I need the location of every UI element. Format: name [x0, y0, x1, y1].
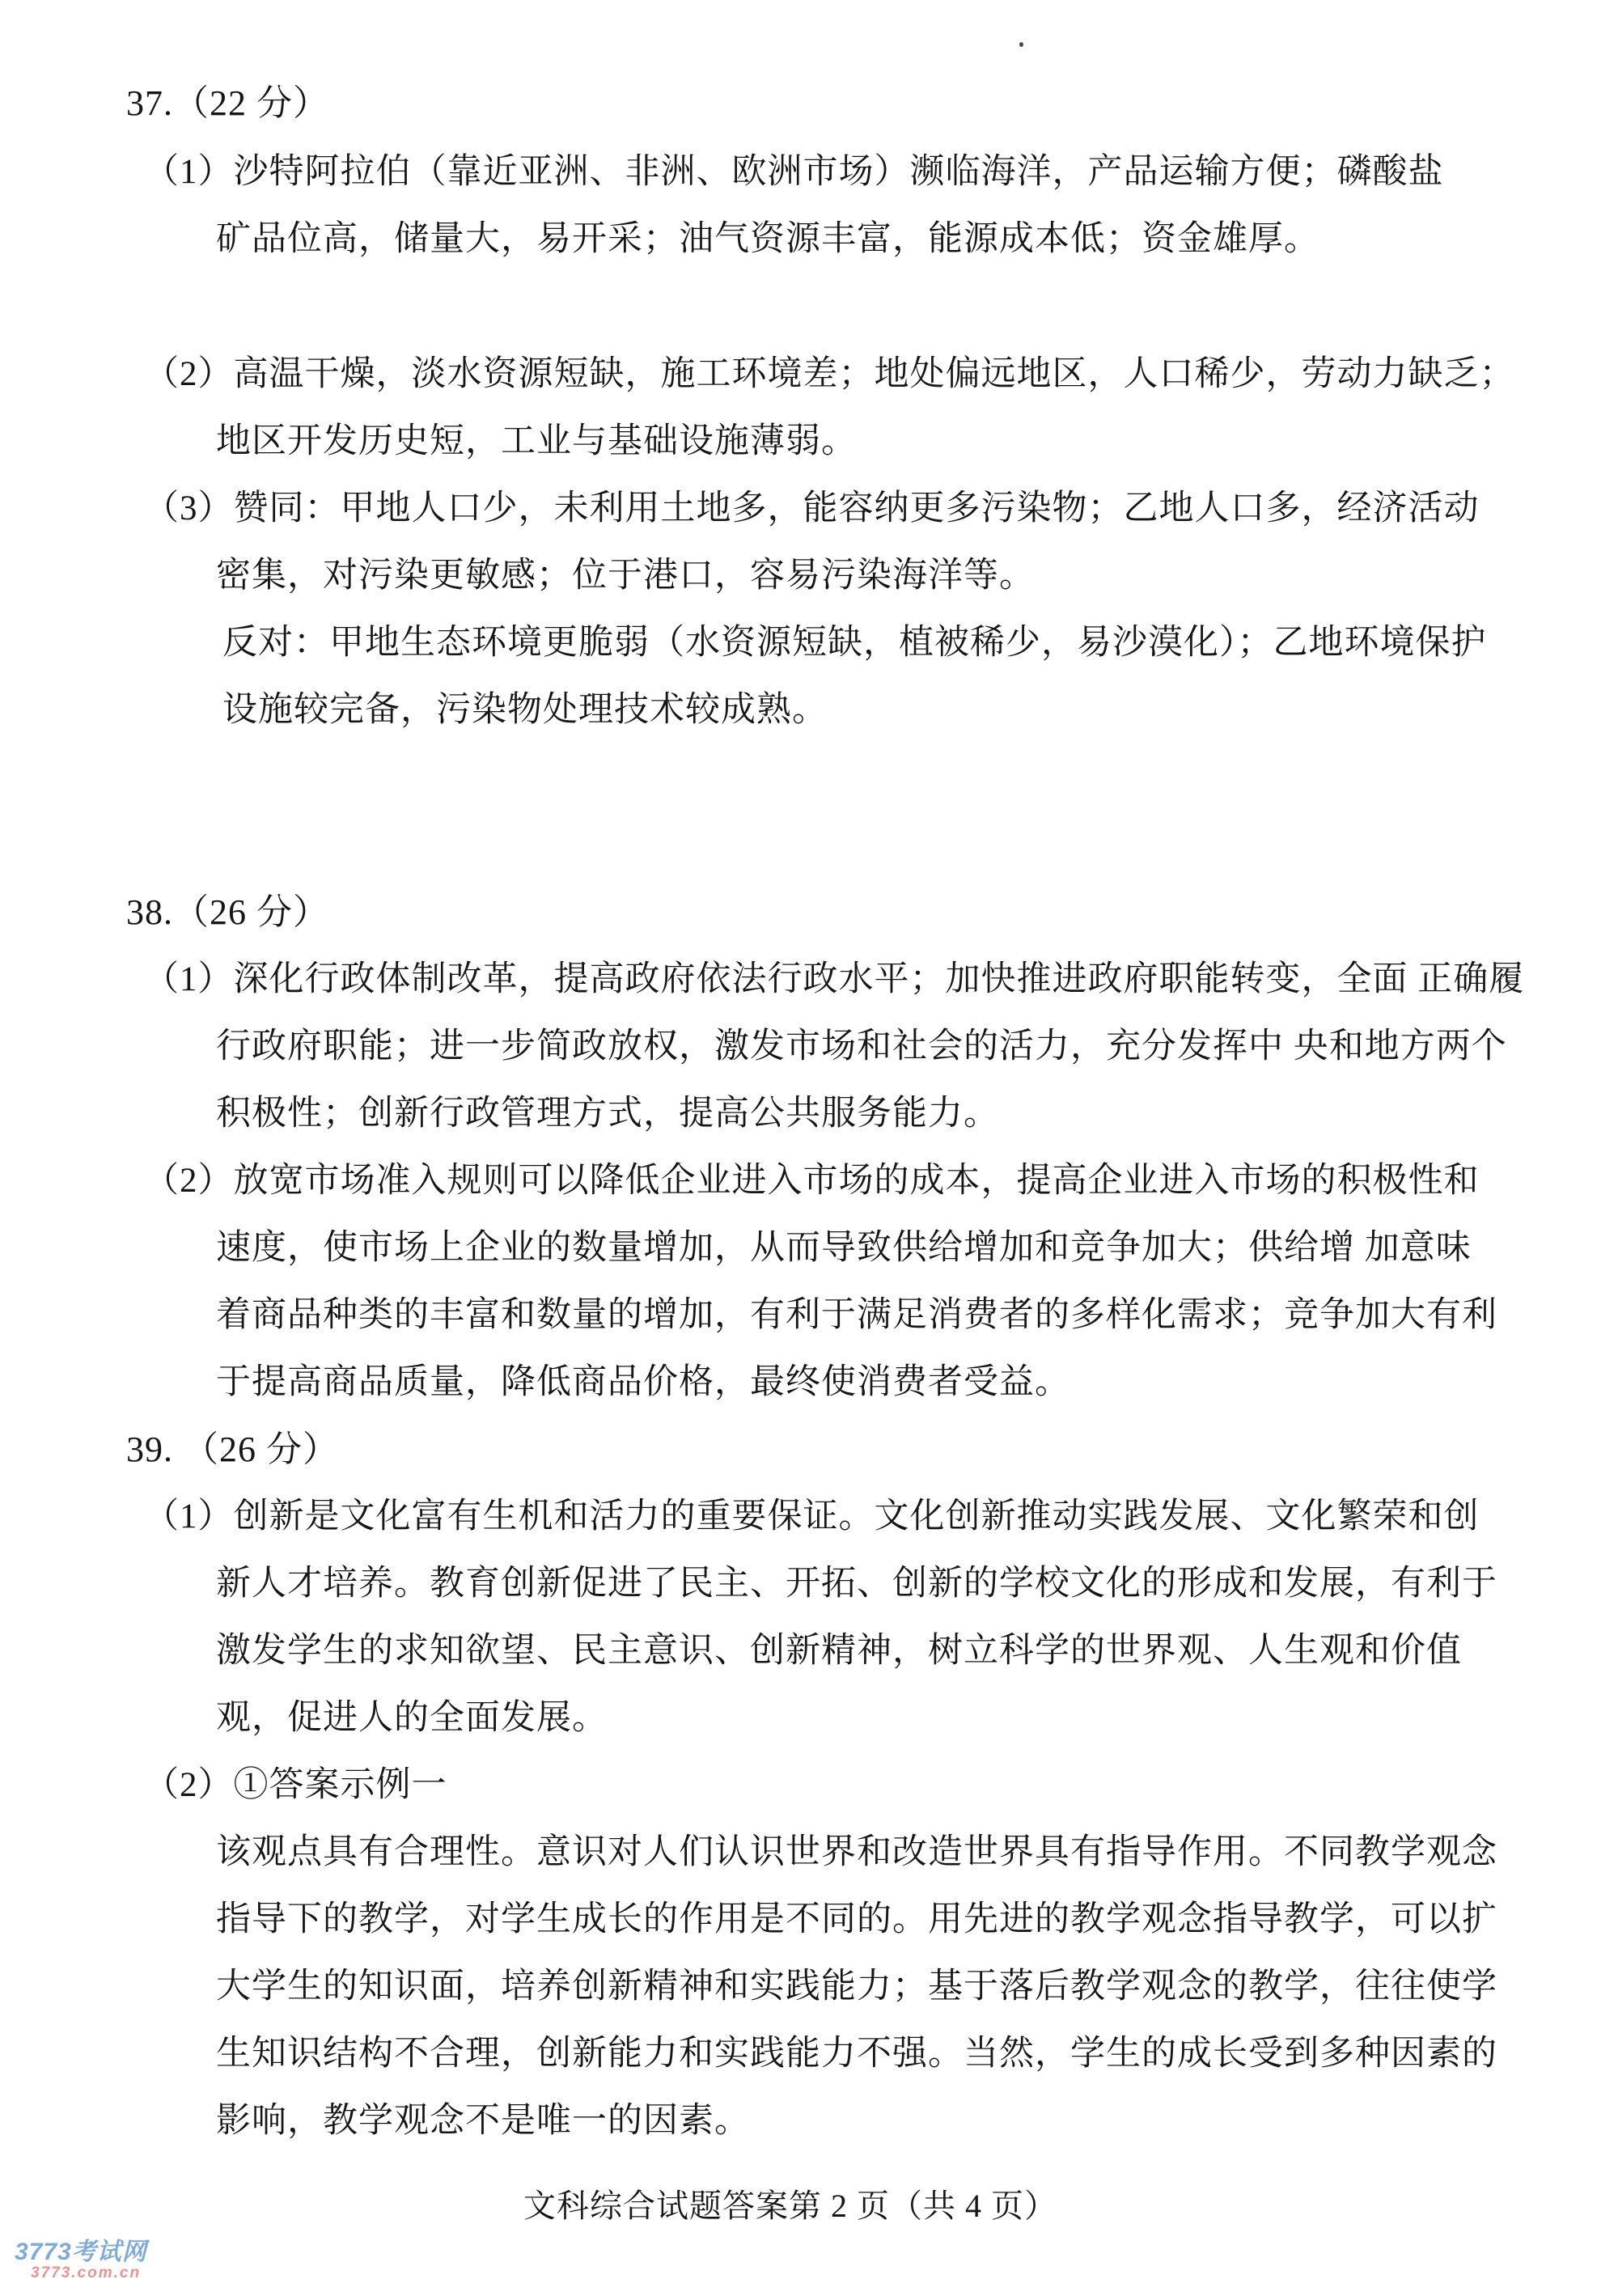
q39-answer1-line3: 激发学生的求知欲望、民主意识、创新精神，树立科学的世界观、人生观和价值 — [216, 1632, 1462, 1670]
q37-answer3-line1: （3）赞同：甲地人口少，未利用土地多，能容纳更多污染物；乙地人口多，经济活动 — [144, 489, 1480, 527]
q39-answer1-line2: 新人才培养。教育创新促进了民主、开拓、创新的学校文化的形成和发展，有利于 — [216, 1565, 1497, 1603]
site-watermark — [15, 2239, 209, 2281]
q37-answer2-line1: （2）高温干燥，淡水资源短缺，施工环境差；地处偏远地区，人口稀少，劳动力缺乏； — [144, 355, 1515, 393]
question-38-header: 38.（26 分） — [126, 892, 329, 932]
q39-answer2-line2: 指导下的教学，对学生成长的作用是不同的。用先进的教学观念指导教学，可以扩 — [216, 1900, 1497, 1938]
question-37-header: 37.（22 分） — [126, 83, 329, 123]
question-39-header: 39. （26 分） — [126, 1430, 339, 1469]
watermark-domain: 3773.com.cn — [31, 2264, 142, 2281]
q37-answer3-oppose-line2: 设施较完备，污染物处理技术较成熟。 — [222, 691, 828, 729]
q37-answer1-line2: 矿品位高，储量大，易开采；油气资源丰富，能源成本低；资金雄厚。 — [216, 220, 1319, 258]
q39-answer2-line5: 影响，教学观念不是唯一的因素。 — [216, 2102, 750, 2140]
scan-speck-dot — [1019, 42, 1023, 47]
watermark-title: 3773考试网 — [15, 2239, 147, 2265]
q38-answer1-line2: 行政府职能；进一步简政放权，激发市场和社会的活力，充分发挥中 央和地方两个 — [216, 1027, 1507, 1065]
q39-answer2-example-label: （2）①答案示例一 — [144, 1766, 447, 1804]
q39-answer2-line4: 生知识结构不合理，创新能力和实践能力不强。当然，学生的成长受到多种因素的 — [216, 2035, 1497, 2073]
q38-answer2-line3: 着商品种类的丰富和数量的增加，有利于满足消费者的多样化需求；竞争加大有利 — [216, 1296, 1497, 1334]
q39-answer1-line4: 观，促进人的全面发展。 — [216, 1699, 608, 1737]
page-footer: 文科综合试题答案第 2 页（共 4 页） — [523, 2188, 1057, 2224]
q38-answer2-line4: 于提高商品质量，降低商品价格，最终使消费者受益。 — [216, 1363, 1070, 1401]
q39-answer1-line1: （1）创新是文化富有生机和活力的重要保证。文化创新推动实践发展、文化繁荣和创 — [144, 1497, 1480, 1536]
q39-answer2-line1: 该观点具有合理性。意识对人们认识世界和改造世界具有指导作用。不同教学观念 — [216, 1833, 1497, 1871]
q39-answer2-line3: 大学生的知识面，培养创新精神和实践能力；基于落后教学观念的教学，往往使学 — [216, 1968, 1497, 2006]
q38-answer1-line3: 积极性；创新行政管理方式，提高公共服务能力。 — [216, 1095, 999, 1133]
q37-answer1-line1: （1）沙特阿拉伯（靠近亚洲、非洲、欧洲市场）濒临海洋，产品运输方便；磷酸盐 — [144, 153, 1444, 191]
q38-answer2-line1: （2）放宽市场准入规则可以降低企业进入市场的成本，提高企业进入市场的积极性和 — [144, 1162, 1480, 1200]
q37-answer3-line2: 密集，对污染更敏感；位于港口，容易污染海洋等。 — [216, 557, 1035, 595]
q37-answer3-oppose-line1: 反对：甲地生态环境更脆弱（水资源短缺，植被稀少，易沙漠化）；乙地环境保护 — [222, 624, 1487, 662]
q38-answer2-line2: 速度，使市场上企业的数量增加，从而导致供给增加和竞争加大；供给增 加意味 — [216, 1229, 1472, 1267]
q38-answer1-line1: （1）深化行政体制改革，提高政府依法行政水平；加快推进政府职能转变，全面 正确履 — [144, 960, 1525, 998]
q37-answer2-line2: 地区开发历史短，工业与基础设施薄弱。 — [216, 422, 857, 460]
